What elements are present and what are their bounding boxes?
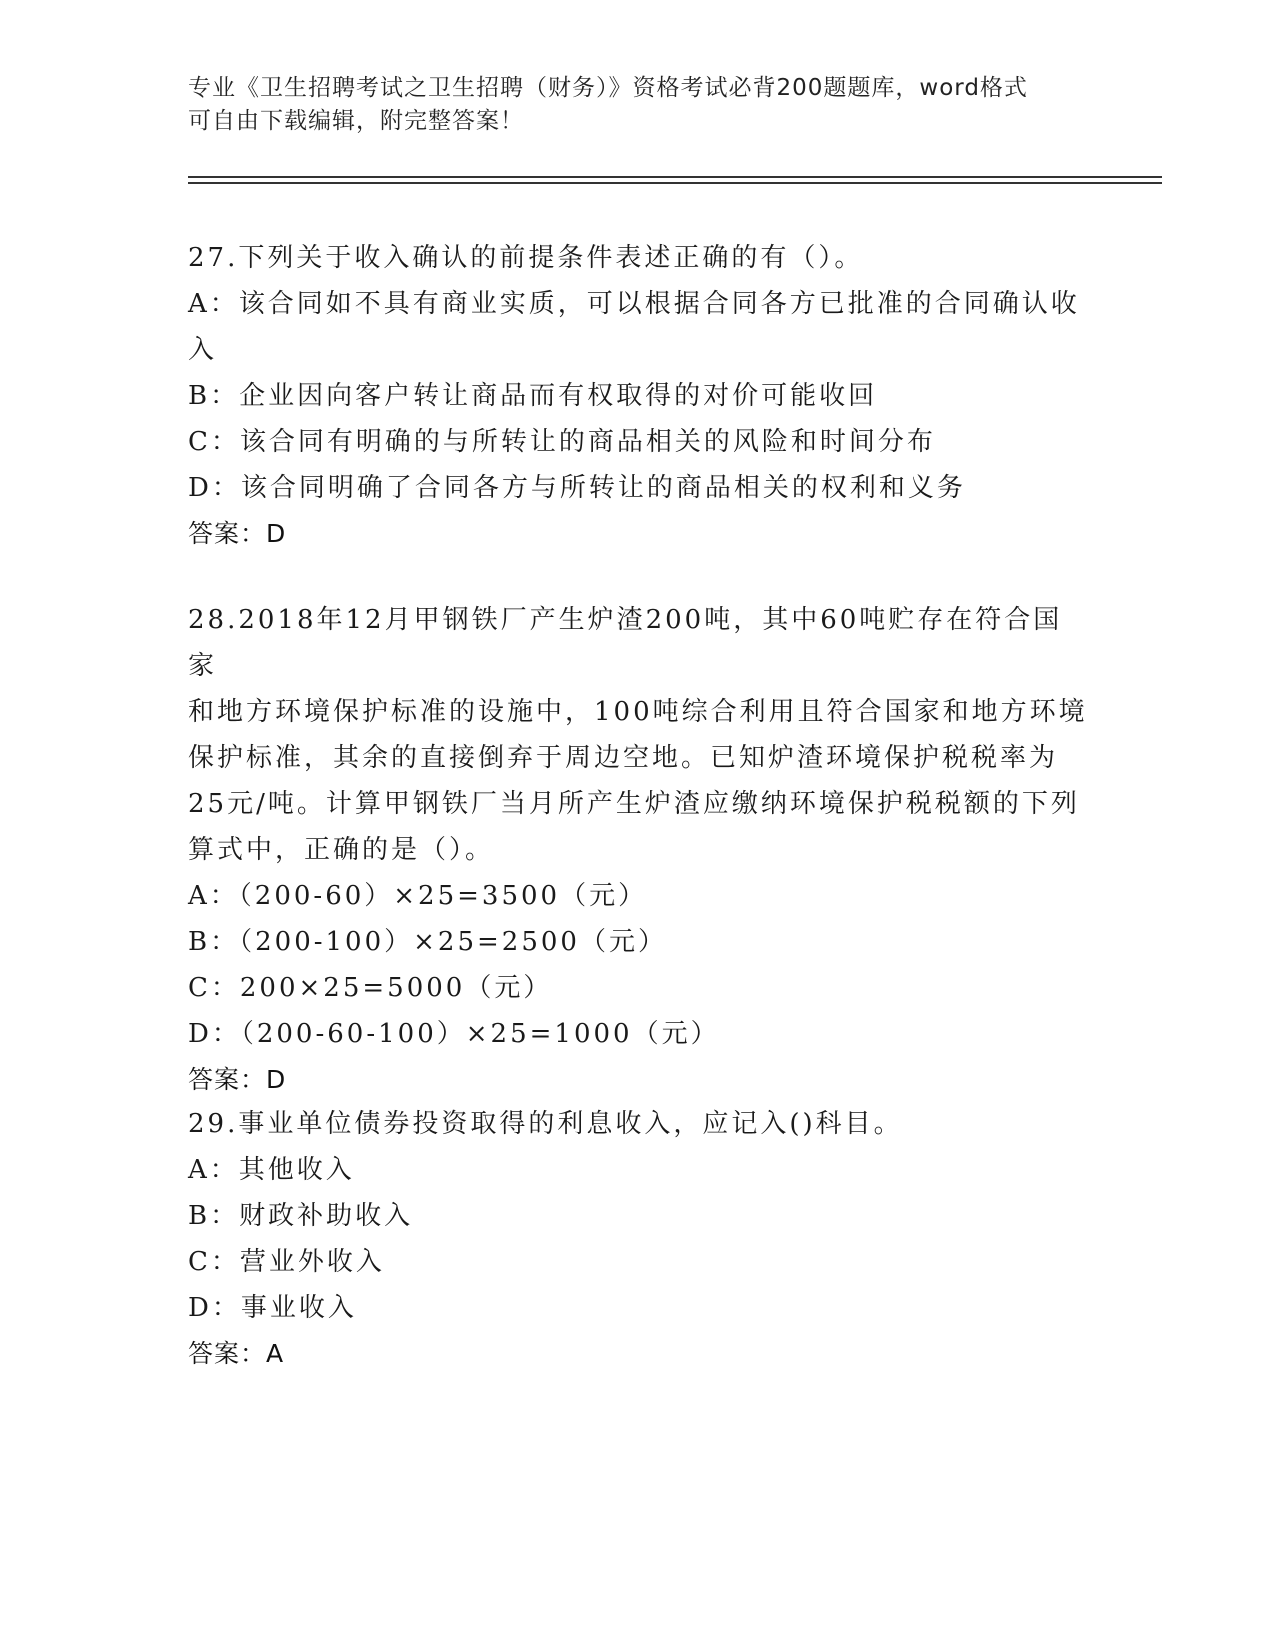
option-d: D：该合同明确了合同各方与所转让的商品相关的权利和义务	[188, 473, 966, 503]
answer: 答案：A	[188, 1339, 285, 1368]
option-c: C：该合同有明确的与所转让的商品相关的风险和时间分布	[188, 427, 936, 457]
document-header	[188, 72, 1088, 138]
option-b: B：财政补助收入	[188, 1201, 414, 1231]
option-a: A：（200-60）×25=3500（元）	[188, 881, 648, 911]
answer: 答案：D	[188, 519, 287, 548]
header-divider-top	[188, 176, 1162, 178]
option-a-line: A：该合同如不具有商业实质，可以根据合同各方已批准的合同确认收	[188, 289, 1080, 319]
header-line-1: 专业《卫生招聘考试之卫生招聘（财务）》资格考试必背200题题库，word格式	[188, 75, 1028, 101]
question-stem-line: 保护标准，其余的直接倒弃于周边空地。已知炉渣环境保护税税率为	[188, 743, 1059, 773]
option-a: A：其他收入	[188, 1155, 355, 1185]
answer: 答案：D	[188, 1065, 287, 1094]
question-29	[188, 1101, 1088, 1377]
question-stem-line: 25元/吨。计算甲钢铁厂当月所产生炉渣应缴纳环境保护税税额的下列	[188, 789, 1080, 819]
question-stem-line: 27.下列关于收入确认的前提条件表述正确的有（）。	[188, 243, 864, 273]
header-line-2: 可自由下载编辑，附完整答案！	[188, 108, 524, 134]
question-stem-line: 和地方环境保护标准的设施中，100吨综合利用且符合国家和地方环境	[188, 697, 1088, 727]
option-b: B：企业因向客户转让商品而有权取得的对价可能收回	[188, 381, 878, 411]
header-divider-bottom	[188, 182, 1162, 184]
option-d: D：事业收入	[188, 1293, 357, 1323]
question-stem-line: 算式中，正确的是（）。	[188, 835, 495, 865]
option-c: C：营业外收入	[188, 1247, 385, 1277]
option-d: D：（200-60-100）×25=1000（元）	[188, 1019, 720, 1049]
option-c: C：200×25=5000（元）	[188, 973, 553, 1003]
question-27	[188, 235, 1088, 557]
option-b: B：（200-100）×25=2500（元）	[188, 927, 667, 957]
question-28	[188, 597, 1088, 1103]
question-stem-line: 28.2018年12月甲钢铁厂产生炉渣200吨，其中60吨贮存在符合国家	[188, 605, 1063, 681]
question-stem-line: 29.事业单位债券投资取得的利息收入，应记入()科目。	[188, 1109, 903, 1139]
option-a-line: 入	[188, 335, 218, 365]
